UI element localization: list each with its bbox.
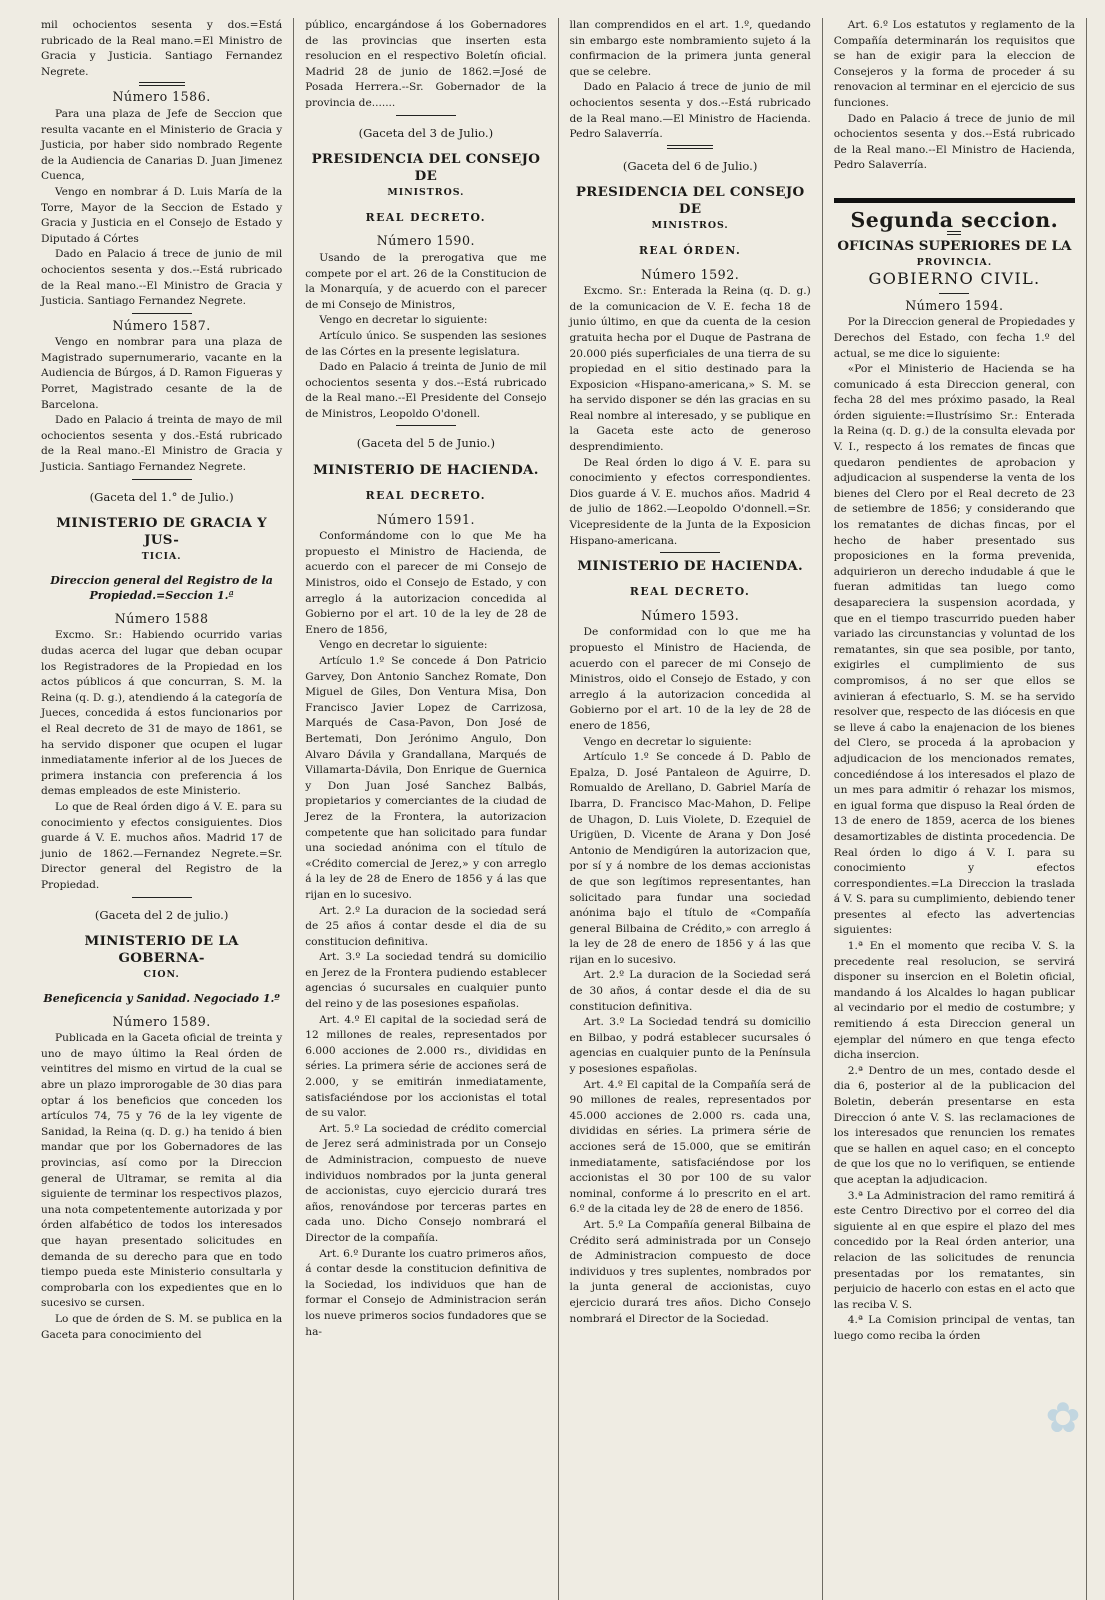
paragraph: Artículo único. Se suspenden las sesiones de las Córtes en la presente legislatura. xyxy=(305,329,547,358)
paragraph: Art. 6.º Durante los cuatro primeros años, á contar desde la constitucion definitiva de la Sociedad, los individuos que han de formar el Consejo de Administracion serán los nueve primeros socios fundadores que se ha- xyxy=(305,1247,547,1338)
column-2 xyxy=(294,18,558,1600)
ministry-heading-tail: MINISTROS. xyxy=(651,220,729,232)
paragraph: Art. 5.º La sociedad de crédito comercial de Jerez será administrada por un Consejo de Administracion, compuesto de nueve individuos nombrados por la junta general de accionistas, cuyo ejercicio durará tres años, renovándose por terceras partes en cada uno. Dicho Consejo nombrará el Director de la compañía. xyxy=(305,1122,547,1244)
subheading: REAL DECRETO. xyxy=(365,210,487,224)
paragraph: Art. 3.º La Sociedad tendrá su domicilio en Bilbao, y podrá establecer sucursales ó agencias en cualquier punto de la Península y posesiones españolas. xyxy=(569,1016,811,1076)
gaceta-date: (Gaceta del 6 de Julio.) xyxy=(622,158,758,173)
gaceta-date: (Gaceta del 3 de Julio.) xyxy=(358,125,494,140)
divider xyxy=(396,425,456,426)
gobierno-heading: GOBIERNO CIVIL. xyxy=(868,269,1041,289)
decree-number: Número 1588 xyxy=(114,610,209,626)
paragraph: 2.ª Dentro de un mes, contado desde el dia 6, posterior al de la publicacion del Boletin, deberán presentarse en esta Direccion ó ante V. S. las reclamaciones de los interesados que renuncien los remates que se hallen en aquel caso; en el concepto de que los que no lo verifiquen, se entiende que aceptan la adjudicacion. xyxy=(833,1064,1075,1186)
decree-number: Número 1593. xyxy=(641,607,740,623)
oficinas-heading: OFICINAS SUPERIORES DE LA xyxy=(837,237,1072,254)
gaceta-date: (Gaceta del 5 de Junio.) xyxy=(356,436,496,451)
paragraph: Art. 4.º El capital de la Compañía será de 90 millones de reales, representados por 45.000 acciones de 2.000 rs. cada una, divididas en séries. La primera série de acciones será de 15.000, que se emitirán inmediatamente, satisfaciéndose por los accionistas el 30 por 100 de su valor nominal, conforme á lo prescrito en el art. 6.º de la citada ley de 28 de enero de 1856. xyxy=(569,1078,811,1216)
column-4 xyxy=(823,18,1087,1600)
decree-number: Número 1592. xyxy=(641,266,740,282)
paragraph: Lo que de órden de S. M. se publica en la Gaceta para conocimiento del xyxy=(41,1312,283,1341)
gaceta-date: (Gaceta del 2 de julio.) xyxy=(94,907,229,922)
ministry-heading: MINISTERIO DE GRACIA Y JUS- xyxy=(56,515,267,549)
paragraph: Dado en Palacio á trece de junio de mil ochocientos sesenta y dos.--Está rubricado de la Real mano.--El Ministro de Hacienda, Pedro Salaverría. xyxy=(833,112,1075,172)
decree-number: Número 1589. xyxy=(112,1013,211,1029)
subheading: REAL DECRETO. xyxy=(629,585,751,599)
decree-number: Número 1591. xyxy=(376,511,475,527)
ministry-heading: MINISTERIO DE HACIENDA. xyxy=(577,558,803,575)
paragraph: Lo que de Real órden digo á V. E. para su conocimiento y efectos consiguientes. Dios guarde á V. E. muchos años. Madrid 17 de junio de 1862.—Fernandez Negrete.=Sr. Director general del Registro de la Propiedad. xyxy=(41,800,283,891)
paragraph: Art. 2.º La duracion de la sociedad será de 25 años á contar desde el dia de su constitucion definitiva. xyxy=(305,904,547,948)
divider xyxy=(396,115,456,116)
decree-number: Número 1590. xyxy=(376,233,475,249)
divider xyxy=(132,479,192,480)
paragraph: Por la Direccion general de Propiedades y Derechos del Estado, con fecha 1.º del actual, se me dice lo siguiente: xyxy=(833,316,1075,360)
direction-heading: Beneficencia y Sanidad. Negociado 1.º xyxy=(43,991,280,1005)
paragraph: Art. 5.º La Compañía general Bilbaina de Crédito será administrada por un Consejo de Administracion compuesto de doce individuos y tres suplentes, nombrados por la junta general de accionistas, cuyo ejercicio durará tres años. Dicho Consejo nombrará el Director de la Sociedad. xyxy=(569,1218,811,1325)
paragraph: Para una plaza de Jefe de Seccion que resulta vacante en el Ministerio de Gracia y Justicia, por haber sido nombrado Regente de la Audiencia de Canarias D. Juan Jimenez Cuenca, xyxy=(41,107,283,183)
paragraph: 4.ª La Comision principal de ventas, tan luego como reciba la órden xyxy=(833,1314,1075,1342)
direction-heading: Direccion general del Registro de la Propiedad.=Seccion 1.ª xyxy=(50,573,273,602)
paragraph: De Real órden lo digo á V. E. para su conocimiento y efectos correspondientes. Dios guarde á V. E. muchos años. Madrid 4 de julio de 1862.—Leopoldo O'donnell.=Sr. Vicepresidente de la Junta de la Exposicion Hispano-americana. xyxy=(569,456,811,547)
library-stamp-icon: ✿ xyxy=(1045,1393,1081,1442)
column-1 xyxy=(30,18,294,1600)
ministry-heading: PRESIDENCIA DEL CONSEJO DE xyxy=(575,184,805,218)
paragraph: Vengo en nombrar para una plaza de Magistrado supernumerario, vacante en la Audiencia de Búrgos, á D. Ramon Figueras y Porret, Magistrado cesante de la de Barcelona. xyxy=(41,336,283,411)
ministry-heading: PRESIDENCIA DEL CONSEJO DE xyxy=(311,151,541,185)
paragraph: Dado en Palacio á treinta de mayo de mil ochocientos sesenta y dos.-Está rubricado de la Real mano.-El Ministro de Gracia y Justicia. Santiago Fernandez Negrete. xyxy=(41,414,283,474)
decree-number: Número 1586. xyxy=(112,89,211,105)
paragraph: Artículo 1.º Se concede á Don Patricio Garvey, Don Antonio Sanchez Romate, Don Miguel de Giles, Don Ventura Misa, Don Francisco Javier Lopez de Carrizosa, Marqués de Casa-Pavon, Don José de Bertemati, Don Jerónimo Angulo, Don Alvaro Dávila y Grandallana, Marqués de Villamarta-Dávila, Don Enrique de Guernica y Don Juan José Sanchez Balbás, propietarios y comerciantes de la ciudad de Jerez de la Frontera, la autorizacion competente que han solicitado para fundar una sociedad anónima con el título de «Crédito comercial de Jerez,» y con arreglo á la ley de 28 de Enero de 1856 y á las que rijan en lo sucesivo. xyxy=(305,655,547,901)
paragraph: Vengo en decretar lo siguiente: xyxy=(319,314,488,327)
paragraph: Vengo en decretar lo siguiente: xyxy=(583,735,752,748)
paragraph: 3.ª La Administracion del ramo remitirá á este Centro Directivo por el correo del dia siguiente al en que espire el plazo del mes concedido por la Real órden anterior, una relacion de las solicitudes de renuncia presentadas por los rematantes, sin perjuicio de hacerlo con estas en el acto que las reciba V. S. xyxy=(833,1189,1075,1311)
subheading: REAL DECRETO. xyxy=(365,489,487,503)
paragraph: «Por el Ministerio de Hacienda se ha comunicado á esta Direccion general, con fecha 28 del mes próximo pasado, la Real órden siguiente:=Ilustrísimo Sr.: Enterada la Reina (q. D. g.) de la consulta elevada por V. I., respecto á los remates de fincas que quedaron pendientes de aprobacion y adjudicacion al suspenderse la venta de los bienes del Clero por el Real decreto de 23 de setiembre de 1856; y considerando que los rematantes de dichas fincas, por el hecho de haber presentado sus proposiciones en la forma prevenida, adquirieron un derecho indudable á que le fueran admitidas tan luego como desapareciera la suspension acordada, y que en el tiempo trascurrido pueden haber variado las circunstancias y voluntad de los rematantes, sin que sea posible, por tanto, exigirles el cumplimiento de sus compromisos, á no ser que ellos se avinieran á efectuarlo, S. M. se ha servido resolver que, respecto de las diócesis en que se lleve á cabo la enajenacion de los bienes del Clero, se proceda á la aprobacion y adjudicacion de los mencionados remates, concediéndose á los interesados el plazo de un mes para admitir ó rehazar los mismos, en igual forma que dispuso la Real órden de 13 de enero de 1859, acerca de los bienes desamortizables de distinta procedencia. De Real órden lo digo á V. I. para su conocimiento y efectos correspondientes.=La Direccion la traslada á V. S. para su cumplimiento, debiendo tener presentes al efecto las advertencias siguientes: xyxy=(833,363,1075,937)
divider xyxy=(139,82,185,86)
ministry-heading-tail: MINISTROS. xyxy=(387,187,465,199)
decree-number: Número 1587. xyxy=(112,317,211,333)
divider xyxy=(667,145,713,149)
paragraph: Art. 3.º La sociedad tendrá su domicilio en Jerez de la Frontera pudiendo establecer agencias ó sucursales en cualquier punto del reino y de las posesiones españolas. xyxy=(305,951,547,1011)
column-3 xyxy=(559,18,823,1600)
paragraph: Excmo. Sr.: Enterada la Reina (q. D. g.) de la comunicacion de V. E. fecha 18 de junio último, en que da cuenta de la cesion gratuita hecha por el Duque de Pastrana de 20.000 piés superficiales de una tierra de su propiedad en el sitio destinado para la Exposicion «Hispano-americana,» S. M. se ha servido disponer se dén las gracias en su Real nombre al interesado, y se publique en la Gaceta este acto de generoso desprendimiento. xyxy=(569,285,811,454)
paragraph: mil ochocientos sesenta y dos.=Está rubricado de la Real mano.=El Ministro de Gracia y Justicia. Santiago Fernandez Negrete. xyxy=(41,19,283,78)
divider xyxy=(132,313,192,314)
paragraph: Vengo en nombrar á D. Luis María de la Torre, Mayor de la Seccion de Estado y Gracia y Justicia en el Consejo de Estado y Diputado á Córtes xyxy=(41,185,283,245)
paragraph: público, encargándose á los Gobernadores de las provincias que inserten esta resolucion en el respectivo Boletín oficial. Madrid 28 de junio de 1862.=José de Posada Herrera.--Sr. Gobernador de la provincia de....... xyxy=(305,19,547,109)
paragraph: Excmo. Sr.: Habiendo ocurrido varias dudas acerca del lugar que deban ocupar los Registradores de la Propiedad en los actos públicos á que concurran, S. M. la Reina (q. D. g.), atendiendo á la categoría de Jueces, concedida á estos funcionarios por el Real decreto de 31 de mayo de 1861, se ha servido disponer que ocupen el lugar inmediatamente inferior al de los Jueces de primera instancia con preferencia á los demas empleados de este Ministerio. xyxy=(41,629,283,798)
paragraph: Dado en Palacio á treinta de Junio de mil ochocientos sesenta y dos.--Está rubricado de la Real mano.--El Presidente del Consejo de Ministros, Leopoldo O'donell. xyxy=(305,361,547,420)
paragraph: Usando de la prerogativa que me compete por el art. 26 de la Constitucion de la Monarquía, y de acuerdo con el parecer de mi Consejo de Ministros, xyxy=(305,251,547,311)
divider xyxy=(132,897,192,898)
paragraph: De conformidad con lo que me ha propuesto el Ministro de Hacienda, de acuerdo con el parecer de mi Consejo de Ministros, oido el Consejo de Estado, y con arreglo á la autorizacion concedida al Gobierno por el art. 10 de la ley de 28 de enero de 1856, xyxy=(569,626,811,732)
paragraph: Dado en Palacio á trece de junio de mil ochocientos sesenta y dos.--Está rubricado de la Real mano.--El Ministro de Gracia y Justicia. Santiago Fernandez Negrete. xyxy=(41,248,283,308)
paragraph: Art. 6.º Los estatutos y reglamento de la Compañía determinarán los requisitos que se han de exigir para la eleccion de Consejeros y la forma de proceder á su renovacion al terminar en el ejercicio de sus funciones. xyxy=(833,19,1075,109)
paragraph: Conformándome con lo que Me ha propuesto el Ministro de Hacienda, de acuerdo con el parecer de mi Consejo de Ministros, oido el Consejo de Estado, y con arreglo á la autorizacion concedida al Gobierno por el art. 10 de la ley de 28 de Enero de 1856, xyxy=(305,530,547,636)
ministry-heading-tail: TICIA. xyxy=(141,551,182,563)
paragraph: llan comprendidos en el art. 1.º, quedando sin embargo este nombramiento sujeto á la confirmacion de la primera junta general que se celebre. xyxy=(569,19,811,78)
paragraph: Art. 4.º El capital de la sociedad será de 12 millones de reales, representados por 6.000 acciones de 2.000 rs., divididas en séries. La primera série de acciones será de 2.000, y se emitirán inmediatamente, satisfaciéndose por los accionistas el total de su valor. xyxy=(305,1013,547,1120)
paragraph: Dado en Palacio á trece de junio de mil ochocientos sesenta y dos.--Está rubricado de la Real mano.—El Ministro de Hacienda. Pedro Salaverría. xyxy=(569,81,811,141)
divider xyxy=(660,552,720,553)
ministry-heading: MINISTERIO DE LA GOBERNA- xyxy=(84,933,239,967)
ministry-heading-tail: CION. xyxy=(143,969,180,981)
paragraph: Artículo 1.º Se concede á D. Pablo de Epalza, D. José Pantaleon de Aguirre, D. Romualdo de Arellano, D. Gabriel María de Ibarra, D. Francisco Mac-Mahon, D. Felipe de Uhagon, D. Luis Violete, D. Ezequiel de Urigüen, D. Vicente de Arana y Don José Antonio de Mendigúren la autorizacion que, por sí y á nombre de los demas accionistas de que son legítimos representantes, han solicitado para fundar una sociedad anónima bajo el título de «Compañía general Bilbaina de Crédito,» con arreglo á la ley de 28 de enero de 1856 y á las que rijan en lo sucesivo. xyxy=(569,751,811,966)
paragraph: 1.ª En el momento que reciba V. S. la precedente real resolucion, se servirá disponer su insercion en el Boletin oficial, mandando á los Alcaldes lo hagan publicar al vecindario por el medio de costumbre; y remitiendo á esta Direccion general un ejemplar del número en que tenga efecto dicha insercion. xyxy=(833,940,1075,1062)
divider xyxy=(939,293,969,294)
section-title: Segunda seccion. xyxy=(850,207,1059,232)
decree-number: Número 1594. xyxy=(905,297,1004,313)
provincia-heading: PROVINCIA. xyxy=(916,256,993,268)
subheading: REAL ÓRDEN. xyxy=(638,243,742,257)
ministry-heading: MINISTERIO DE HACIENDA. xyxy=(313,462,539,479)
gaceta-date: (Gaceta del 1.° de Julio.) xyxy=(89,489,234,504)
paragraph: Publicada en la Gaceta oficial de treinta y uno de mayo último la Real órden de veintitres del mismo en virtud de la cual se abre un plazo improrogable de 30 dias para optar á los beneficios que conceden los artículos 74, 75 y 76 de la ley vigente de Sanidad, la Reina (q. D. g.) ha tenido á bien mandar que por los Gobernadores de las provincias, así como por la Direccion general de Ultramar, se remita al dia siguiente de terminar los respectivos plazos, una nota competentemente autorizada y por órden alfabético de todos los interesados que hayan presentado solicitudes en demanda de su derecho para que en todo tiempo pueda este Ministerio consultarla y comprobarla con los expedientes que en lo sucesivo se cursen. xyxy=(41,1032,283,1310)
paragraph: Art. 2.º La duracion de la Sociedad será de 30 años, á contar desde el dia de su constitucion definitiva. xyxy=(569,969,811,1013)
section-divider xyxy=(834,198,1075,203)
paragraph: Vengo en decretar lo siguiente: xyxy=(319,639,488,652)
